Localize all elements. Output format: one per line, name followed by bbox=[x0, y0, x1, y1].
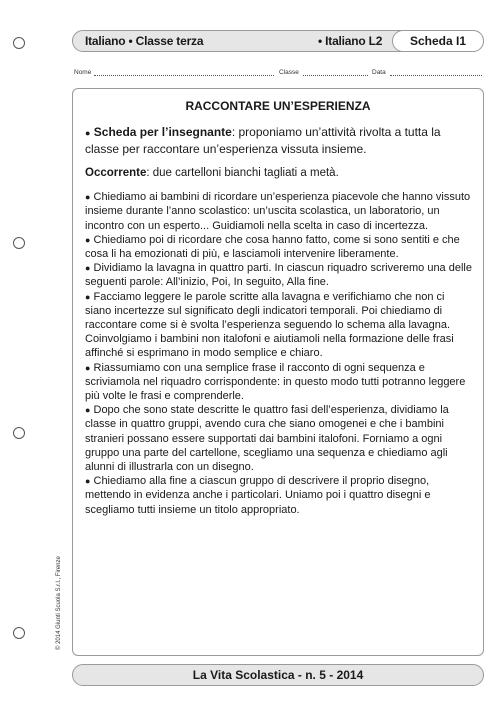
footer-bar: La Vita Scolastica - n. 5 - 2014 bbox=[72, 664, 484, 686]
bullet-icon: ● bbox=[85, 362, 91, 373]
list-item bbox=[85, 290, 473, 361]
level-label: • Italiano L2 bbox=[318, 34, 383, 48]
scheda-tab: Scheda I1 bbox=[392, 30, 484, 52]
content-body bbox=[85, 125, 473, 517]
binder-hole bbox=[13, 427, 25, 439]
bullet-icon: ● bbox=[85, 291, 91, 302]
occorrente-paragraph bbox=[85, 166, 473, 180]
content-card bbox=[72, 88, 484, 656]
list-item bbox=[85, 261, 473, 289]
data-label: Data bbox=[372, 69, 386, 76]
list-item-text: Chiediamo poi di ricordare che cosa hanno fatto, come si sono sentiti e che cosa li ha emozionati di più, e lasciamoli intervenire liberamente. bbox=[85, 233, 460, 261]
intro-bold: Scheda per l’insegnante bbox=[93, 125, 232, 139]
bullet-icon: ● bbox=[85, 192, 91, 203]
copyright-note: © 2014 Giunti Scuola S.r.l., Firenze bbox=[56, 556, 62, 650]
page-title: RACCONTARE UN’ESPERIENZA bbox=[185, 99, 371, 113]
bullet-icon: ● bbox=[85, 476, 91, 487]
bullet-icon: ● bbox=[85, 263, 91, 274]
binder-hole bbox=[13, 627, 25, 639]
list-item bbox=[85, 233, 473, 261]
student-info-line bbox=[72, 66, 484, 80]
bullet-icon: ● bbox=[85, 128, 91, 138]
list-item-text: Facciamo leggere le parole scritte alla lavagna e verifichiamo che non ci siano incertezze sul significato degli indicatori temporali. Poi chiediamo di raccontare come si è svolta l’esperienza seguendo lo schema alla lavagna. Coinvolgiamo i bambini non italofoni e aiutiamoli nella formazione delle frasi affinché si esprimano in modo semplice e chiaro. bbox=[85, 290, 454, 360]
subject-grade: Italiano • Classe terza bbox=[85, 34, 204, 48]
list-item-text: Riassumiamo con una semplice frase il racconto di ogni sequenza e scriviamola nel riquadro corrispondente: in questo modo tutti potranno leggere più volte le frasi e comprenderle. bbox=[85, 361, 466, 403]
binder-hole bbox=[13, 237, 25, 249]
data-field[interactable] bbox=[390, 75, 482, 76]
classe-field[interactable] bbox=[303, 75, 368, 76]
bullet-icon: ● bbox=[85, 234, 91, 245]
list-item bbox=[85, 190, 473, 233]
list-item-text: Dopo che sono state descritte le quattro fasi dell’esperienza, dividiamo la classe in quattro gruppi, avendo cura che siano omogenei e che i bambini stranieri possano essere supportati dai bambini italofoni. Forniamo a ogni gruppo una parte del cartellone, scegliamo una sequenza e chiediamo agli alunni di illustrarla con un disegno. bbox=[85, 404, 449, 474]
nome-field[interactable] bbox=[94, 75, 274, 76]
bullet-icon: ● bbox=[85, 405, 91, 416]
binder-hole bbox=[13, 37, 25, 49]
classe-label: Classe bbox=[279, 69, 299, 76]
instruction-list bbox=[85, 190, 473, 517]
list-item bbox=[85, 474, 473, 517]
nome-label: Nome bbox=[74, 69, 92, 76]
list-item bbox=[85, 361, 473, 404]
list-item bbox=[85, 403, 473, 474]
intro-text: : proponiamo un’attività rivolta a tutta la classe per raccontare un’esperienza vissuta insieme. bbox=[85, 125, 441, 156]
list-item-text: Chiediamo alla fine a ciascun gruppo di descrivere il proprio disegno, mettendo in evidenza anche i particolari. Uniamo poi i quattro disegni e scegliamo tutti insieme un titolo appropriato. bbox=[85, 475, 431, 516]
intro-paragraph bbox=[85, 125, 473, 157]
list-item-text: Chiediamo ai bambini di ricordare un’esperienza piacevole che hanno vissuto insieme durante l’anno scolastico: un’uscita scolastica, un laboratorio, un incontro con un esperto... Guidiamoli nella scelta in caso di incertezza. bbox=[85, 191, 471, 232]
occorrente-bold: Occorrente bbox=[85, 167, 147, 179]
list-item-text: Dividiamo la lavagna in quattro parti. In ciascun riquadro scriveremo una delle seguenti parole: All’inizio, Poi, In seguito, Alla fine. bbox=[85, 262, 472, 289]
occorrente-text: : due cartelloni bianchi tagliati a metà. bbox=[146, 167, 339, 179]
